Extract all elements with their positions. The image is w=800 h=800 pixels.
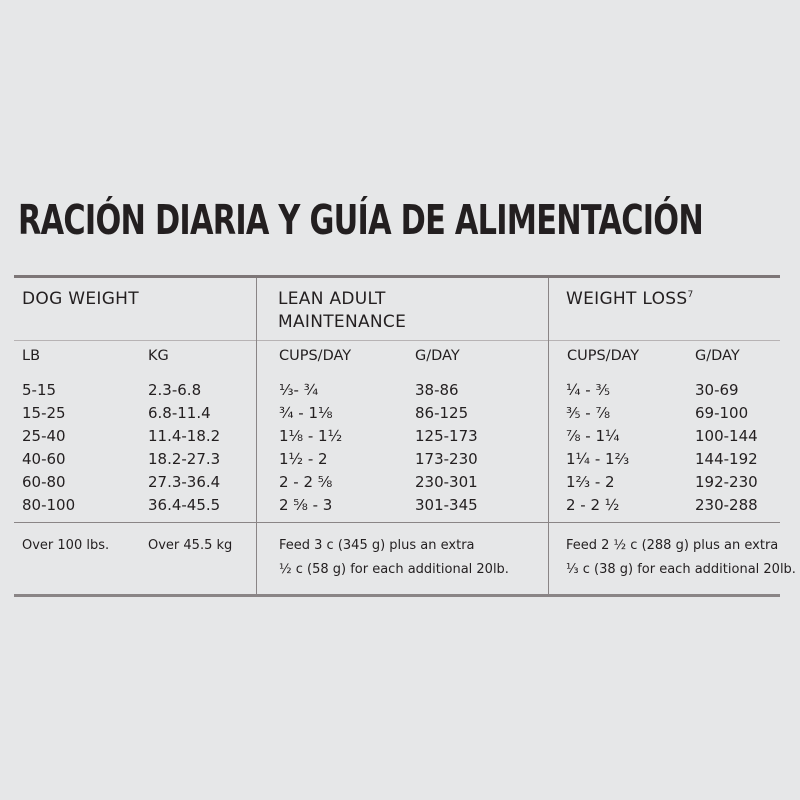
table-cell: ⅞ - 1¼ — [566, 427, 620, 445]
table-cell: 38-86 — [415, 381, 459, 399]
column-divider-1 — [256, 278, 257, 596]
footer-kg: Over 45.5 kg — [148, 538, 233, 553]
footnote-marker: 7 — [687, 290, 694, 300]
footer-divider — [14, 522, 780, 523]
header-weight-loss: WEIGHT LOSS$^7$ — [566, 289, 694, 309]
table-cell: 2 - 2 ⅝ — [279, 473, 333, 491]
table-cell: 100-144 — [695, 427, 758, 445]
table-cell: 11.4-18.2 — [148, 427, 221, 445]
table-cell: 1⅛ - 1½ — [279, 427, 343, 445]
table-cell: 301-345 — [415, 496, 478, 514]
subheader-lean-g: G/DAY — [415, 348, 460, 364]
subheader-kg: KG — [148, 348, 169, 364]
table-cell: 2 ⅝ - 3 — [279, 496, 333, 514]
table-cell: 6.8-11.4 — [148, 404, 211, 422]
column-lean-g — [415, 379, 478, 517]
footer-lean-line2: ½ c (58 g) for each additional 20lb. — [279, 562, 509, 577]
table-cell: 40-60 — [22, 450, 66, 468]
table-cell: 230-288 — [695, 496, 758, 514]
table-bottom-rule — [14, 594, 780, 597]
subheader-lean-cups: CUPS/DAY — [279, 348, 352, 364]
footer-lean-line1: Feed 3 c (345 g) plus an extra — [279, 538, 475, 553]
subheader-loss-g: G/DAY — [695, 348, 740, 364]
column-loss-g — [695, 379, 758, 517]
table-cell: 1½ - 2 — [279, 450, 328, 468]
table-cell: ⅗ - ⅞ — [566, 404, 611, 422]
footer-loss-line2: ⅓ c (38 g) for each additional 20lb. — [566, 562, 796, 577]
table-cell: 25-40 — [22, 427, 66, 445]
table-cell: 36.4-45.5 — [148, 496, 221, 514]
column-loss-cups — [566, 379, 629, 517]
table-cell: ¾ - 1⅛ — [279, 404, 333, 422]
table-cell: 1¼ - 1⅔ — [566, 450, 630, 468]
table-cell: 15-25 — [22, 404, 66, 422]
header-lean-line2: MAINTENANCE — [278, 312, 407, 332]
table-cell: 60-80 — [22, 473, 66, 491]
table-cell: 125-173 — [415, 427, 478, 445]
table-cell: 1⅔ - 2 — [566, 473, 615, 491]
table-cell: 2 - 2 ½ — [566, 496, 620, 514]
table-cell: 192-230 — [695, 473, 758, 491]
column-divider-2 — [548, 278, 549, 596]
table-top-rule — [14, 275, 780, 278]
subheader-loss-cups: CUPS/DAY — [567, 348, 640, 364]
header-dog-weight: DOG WEIGHT — [22, 289, 139, 309]
column-lean-cups — [279, 379, 342, 517]
table-cell: 2.3-6.8 — [148, 381, 202, 399]
table-cell: 144-192 — [695, 450, 758, 468]
table-cell: ¼ - ⅗ — [566, 381, 611, 399]
column-kg — [148, 379, 220, 517]
table-cell: 80-100 — [22, 496, 76, 514]
header-lean-line1: LEAN ADULT — [278, 289, 386, 309]
table-cell: 86-125 — [415, 404, 469, 422]
table-cell: 30-69 — [695, 381, 739, 399]
footer-lb: Over 100 lbs. — [22, 538, 110, 553]
table-cell: 230-301 — [415, 473, 478, 491]
column-lb — [22, 379, 75, 517]
table-cell: 69-100 — [695, 404, 749, 422]
subheader-lb: LB — [22, 348, 41, 364]
table-cell: ⅓- ¾ — [279, 381, 319, 399]
table-cell: 27.3-36.4 — [148, 473, 221, 491]
table-cell: 5-15 — [22, 381, 57, 399]
page-title: RACIÓN DIARIA Y GUÍA DE ALIMENTACIÓN — [18, 196, 704, 244]
table-cell: 173-230 — [415, 450, 478, 468]
footer-loss-line1: Feed 2 ½ c (288 g) plus an extra — [566, 538, 779, 553]
table-cell: 18.2-27.3 — [148, 450, 221, 468]
header-divider — [14, 340, 780, 341]
